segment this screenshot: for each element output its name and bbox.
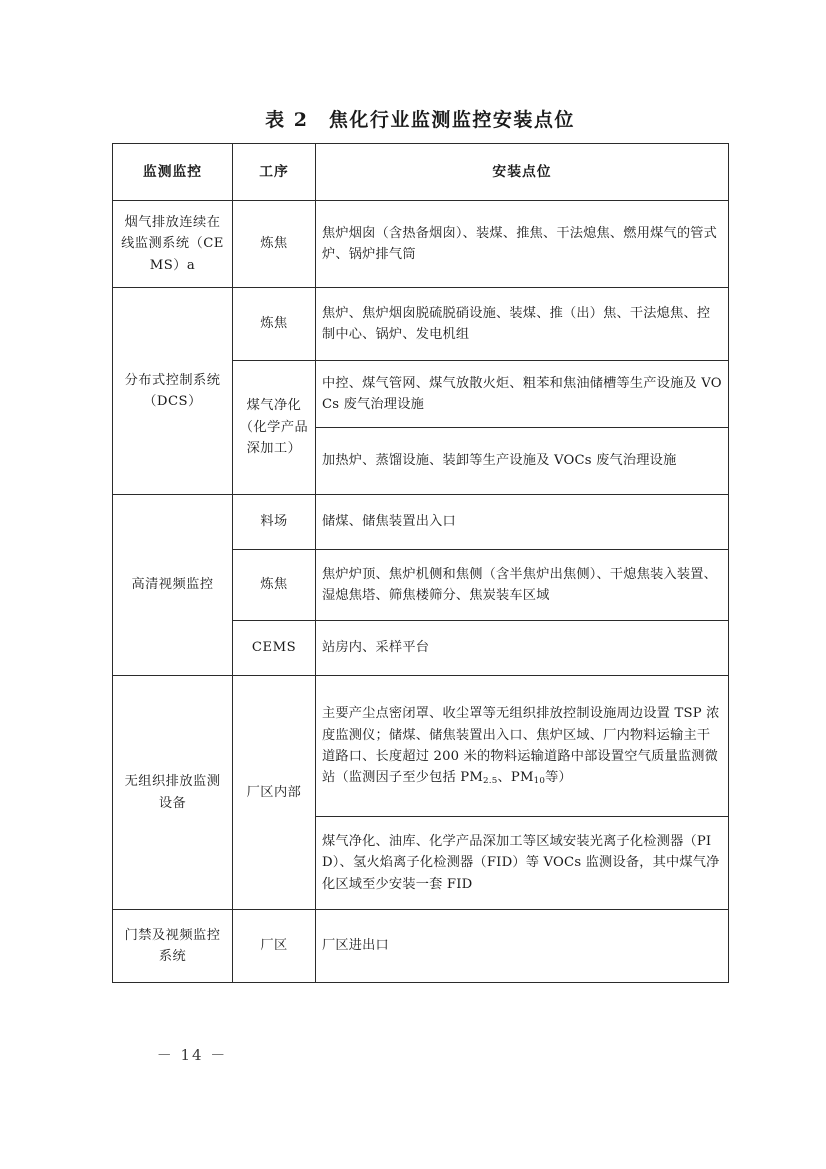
table-row	[113, 201, 729, 288]
cell-category-access-control: 门禁及视频监控系统	[113, 910, 233, 983]
monitoring-installation-table	[112, 143, 729, 983]
cell-location-yard: 储煤、储焦装置出入口	[316, 495, 729, 550]
cell-location-dcs-deep-processing: 加热炉、蒸馏设施、装卸等生产设施及 VOCs 废气治理设施	[316, 428, 729, 495]
subscript-pm10: 10	[533, 776, 546, 787]
column-header-process: 工序	[233, 144, 316, 201]
page-title: 表 2 焦化行业监测监控安装点位	[265, 109, 575, 131]
table-row	[113, 676, 729, 817]
location-text-part1: 主要产尘点密闭罩、收尘罩等无组织排放控制设施周边设置 TSP 浓度监测仪；储煤、储焦装置出入口、焦炉区域、厂内物料运输主干道路口、长度超过 200 米的物料运输道路中部设置空气质量监测微站（监测因子至少包括 PM	[322, 706, 720, 786]
table-row	[113, 910, 729, 983]
cell-category-cems: 烟气排放连续在线监测系统（CEMS）a	[113, 201, 233, 288]
cell-location-fugitive-emission	[316, 676, 729, 817]
cell-category-dcs: 分布式控制系统（DCS）	[113, 288, 233, 495]
table-header-row	[113, 144, 729, 201]
cell-location-coking-video: 焦炉炉顶、焦炉机侧和焦侧（含半焦炉出焦侧）、干熄焦装入装置、湿熄焦塔、筛焦楼筛分、焦炭装车区域	[316, 550, 729, 621]
cell-category-fugitive-emission: 无组织排放监测设备	[113, 676, 233, 910]
cell-location-dcs-coking: 焦炉、焦炉烟囱脱硫脱硝设施、装煤、推（出）焦、干法熄焦、控制中心、锅炉、发电机组	[316, 288, 729, 361]
cell-location-dcs-gas-purification: 中控、煤气管网、煤气放散火炬、粗苯和焦油储槽等生产设施及 VOCs 废气治理设施	[316, 361, 729, 428]
cell-process-plant-interior: 厂区内部	[233, 676, 316, 910]
cell-location-vocs-detectors: 煤气净化、油库、化学产品深加工等区域安装光离子化检测器（PID）、氢火焰离子化检测器（FID）等 VOCs 监测设备，其中煤气净化区域至少安装一套 FID	[316, 817, 729, 910]
cell-process-coking-dcs: 炼焦	[233, 288, 316, 361]
subscript-pm25: 2.5	[483, 776, 498, 787]
cell-category-hd-video: 高清视频监控	[113, 495, 233, 676]
column-header-location: 安装点位	[316, 144, 729, 201]
table-row	[113, 288, 729, 361]
page-number: － 14 －	[156, 1046, 228, 1064]
location-text-part2: 、PM	[497, 770, 534, 786]
cell-process-coking-video: 炼焦	[233, 550, 316, 621]
column-header-category: 监测监控	[113, 144, 233, 201]
cell-process-plant-area: 厂区	[233, 910, 316, 983]
table-row	[113, 495, 729, 550]
cell-process-coking-cems: 炼焦	[233, 201, 316, 288]
location-text-part3: 等）	[545, 770, 572, 786]
cell-location-cems: 焦炉烟囱（含热备烟囱）、装煤、推焦、干法熄焦、燃用煤气的管式炉、锅炉排气筒	[316, 201, 729, 288]
cell-process-cems-video: CEMS	[233, 621, 316, 676]
cell-process-gas-purification: 煤气净化（化学产品深加工）	[233, 361, 316, 495]
cell-location-plant-gate: 厂区进出口	[316, 910, 729, 983]
cell-location-cems-video: 站房内、采样平台	[316, 621, 729, 676]
cell-process-yard: 料场	[233, 495, 316, 550]
